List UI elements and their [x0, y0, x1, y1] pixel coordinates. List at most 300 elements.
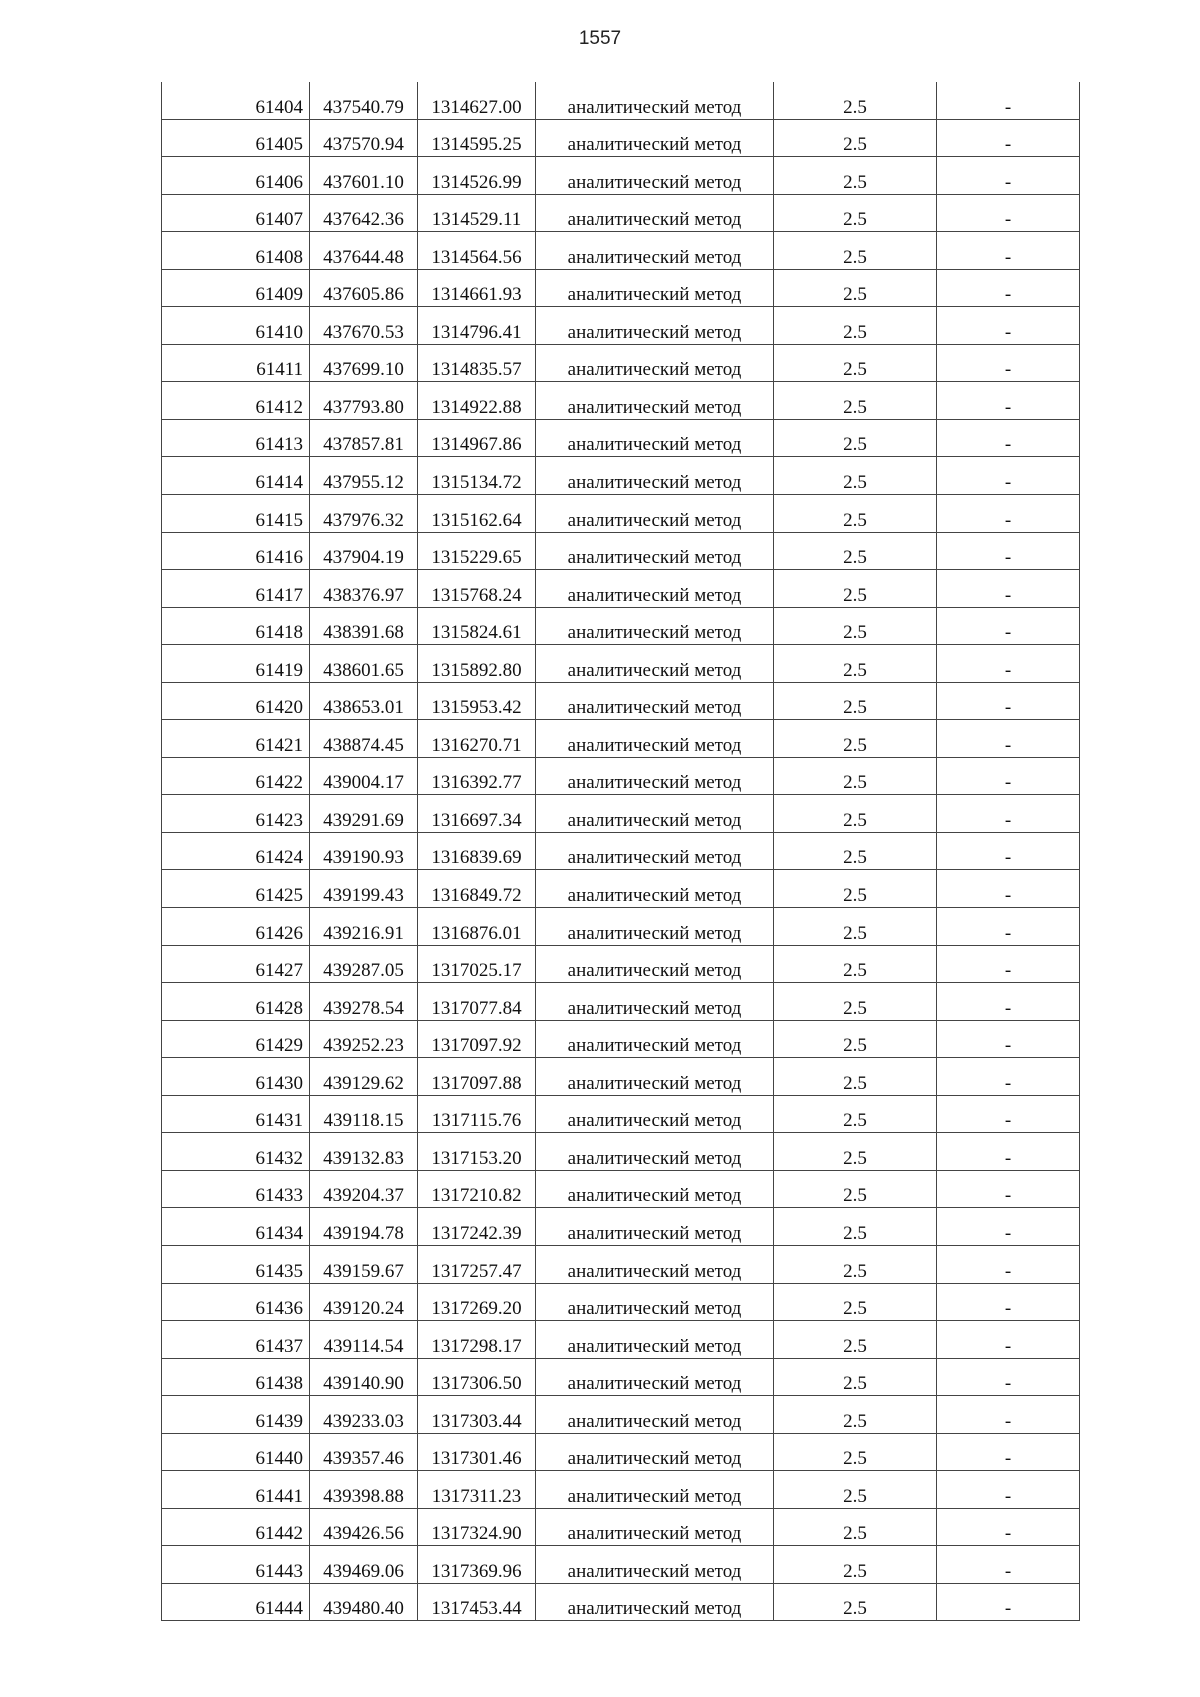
- y-coordinate-cell: [418, 607, 536, 645]
- note-cell-text: -: [1004, 1185, 1012, 1207]
- accuracy-cell: [774, 832, 937, 870]
- point-number-cell-text: 61410: [255, 321, 303, 343]
- x-coordinate-cell: [310, 795, 418, 833]
- accuracy-cell: [774, 232, 937, 270]
- table-row: [162, 1283, 1080, 1321]
- note-cell-text: -: [1004, 359, 1012, 381]
- accuracy-cell-text: 2.5: [843, 1560, 867, 1582]
- point-number-cell: [162, 1396, 310, 1434]
- y-coordinate-cell: [418, 232, 536, 270]
- y-coordinate-cell: [418, 1433, 536, 1471]
- point-number-cell-text: 61432: [255, 1147, 303, 1169]
- accuracy-cell: [774, 607, 937, 645]
- method-cell-text: аналитический метод: [567, 1410, 742, 1432]
- method-cell-text: аналитический метод: [567, 321, 742, 343]
- note-cell: [937, 607, 1080, 645]
- x-coordinate-cell-text: 439129.62: [323, 1072, 404, 1094]
- accuracy-cell-text: 2.5: [843, 697, 867, 719]
- x-coordinate-cell: [310, 1020, 418, 1058]
- table-row: [162, 1583, 1080, 1621]
- point-number-cell: [162, 269, 310, 307]
- point-number-cell-text: 61433: [255, 1185, 303, 1207]
- method-cell: [536, 607, 774, 645]
- note-cell: [937, 983, 1080, 1021]
- note-cell-text: -: [1004, 434, 1012, 456]
- note-cell: [937, 570, 1080, 608]
- y-coordinate-cell: [418, 1020, 536, 1058]
- accuracy-cell-text: 2.5: [843, 885, 867, 907]
- note-cell: [937, 194, 1080, 232]
- note-cell-text: -: [1004, 1560, 1012, 1582]
- method-cell: [536, 457, 774, 495]
- y-coordinate-cell: [418, 269, 536, 307]
- accuracy-cell: [774, 645, 937, 683]
- table-row: [162, 82, 1080, 119]
- y-coordinate-cell-text: 1317453.44: [431, 1598, 522, 1620]
- accuracy-cell: [774, 1245, 937, 1283]
- method-cell: [536, 720, 774, 758]
- y-coordinate-cell-text: 1317097.88: [431, 1072, 522, 1094]
- x-coordinate-cell: [310, 607, 418, 645]
- x-coordinate-cell: [310, 570, 418, 608]
- table-row: [162, 232, 1080, 270]
- accuracy-cell: [774, 720, 937, 758]
- method-cell: [536, 1058, 774, 1096]
- table-row: [162, 645, 1080, 683]
- note-cell-text: -: [1004, 960, 1012, 982]
- point-number-cell-text: 61412: [255, 396, 303, 418]
- accuracy-cell: [774, 1546, 937, 1584]
- y-coordinate-cell-text: 1317269.20: [431, 1298, 522, 1320]
- method-cell: [536, 532, 774, 570]
- point-number-cell-text: 61415: [255, 509, 303, 531]
- method-cell: [536, 82, 774, 119]
- note-cell: [937, 157, 1080, 195]
- table-row: [162, 1508, 1080, 1546]
- point-number-cell-text: 61406: [255, 171, 303, 193]
- method-cell: [536, 269, 774, 307]
- x-coordinate-cell-text: 438653.01: [323, 697, 404, 719]
- accuracy-cell-text: 2.5: [843, 1110, 867, 1132]
- y-coordinate-cell: [418, 870, 536, 908]
- x-coordinate-cell-text: 439159.67: [323, 1260, 404, 1282]
- accuracy-cell-text: 2.5: [843, 734, 867, 756]
- accuracy-cell-text: 2.5: [843, 96, 867, 118]
- point-number-cell-text: 61435: [255, 1260, 303, 1282]
- note-cell: [937, 1020, 1080, 1058]
- method-cell-text: аналитический метод: [567, 1523, 742, 1545]
- method-cell-text: аналитический метод: [567, 96, 742, 118]
- point-number-cell-text: 61409: [255, 284, 303, 306]
- note-cell-text: -: [1004, 96, 1012, 118]
- point-number-cell-text: 61416: [255, 547, 303, 569]
- note-cell: [937, 1321, 1080, 1359]
- accuracy-cell: [774, 1508, 937, 1546]
- x-coordinate-cell: [310, 1208, 418, 1246]
- x-coordinate-cell-text: 439278.54: [323, 997, 404, 1019]
- point-number-cell: [162, 983, 310, 1021]
- table-row: [162, 682, 1080, 720]
- x-coordinate-cell: [310, 194, 418, 232]
- method-cell-text: аналитический метод: [567, 1147, 742, 1169]
- x-coordinate-cell-text: 439199.43: [323, 885, 404, 907]
- accuracy-cell-text: 2.5: [843, 847, 867, 869]
- x-coordinate-cell: [310, 645, 418, 683]
- y-coordinate-cell-text: 1315824.61: [431, 622, 522, 644]
- method-cell: [536, 1546, 774, 1584]
- x-coordinate-cell-text: 437955.12: [323, 472, 404, 494]
- x-coordinate-cell: [310, 1095, 418, 1133]
- point-number-cell: [162, 945, 310, 983]
- note-cell-text: -: [1004, 1373, 1012, 1395]
- x-coordinate-cell-text: 439480.40: [323, 1598, 404, 1620]
- method-cell: [536, 1358, 774, 1396]
- note-cell: [937, 1170, 1080, 1208]
- x-coordinate-cell-text: 439004.17: [323, 772, 404, 794]
- note-cell-text: -: [1004, 171, 1012, 193]
- accuracy-cell: [774, 1208, 937, 1246]
- method-cell-text: аналитический метод: [567, 809, 742, 831]
- point-number-cell-text: 61407: [255, 209, 303, 231]
- note-cell-text: -: [1004, 772, 1012, 794]
- y-coordinate-cell: [418, 1245, 536, 1283]
- accuracy-cell: [774, 382, 937, 420]
- x-coordinate-cell: [310, 457, 418, 495]
- point-number-cell: [162, 1133, 310, 1171]
- method-cell-text: аналитический метод: [567, 134, 742, 156]
- point-number-cell-text: 61404: [255, 96, 303, 118]
- table-row: [162, 119, 1080, 157]
- x-coordinate-cell-text: 439291.69: [323, 809, 404, 831]
- note-cell-text: -: [1004, 1598, 1012, 1620]
- y-coordinate-cell: [418, 307, 536, 345]
- note-cell: [937, 495, 1080, 533]
- method-cell: [536, 382, 774, 420]
- note-cell-text: -: [1004, 1035, 1012, 1057]
- method-cell-text: аналитический метод: [567, 1185, 742, 1207]
- note-cell-text: -: [1004, 622, 1012, 644]
- y-coordinate-cell-text: 1314661.93: [431, 284, 522, 306]
- method-cell-text: аналитический метод: [567, 960, 742, 982]
- table-row: [162, 1095, 1080, 1133]
- x-coordinate-cell-text: 438376.97: [323, 584, 404, 606]
- x-coordinate-cell-text: 437699.10: [323, 359, 404, 381]
- x-coordinate-cell: [310, 1433, 418, 1471]
- x-coordinate-cell-text: 437976.32: [323, 509, 404, 531]
- method-cell-text: аналитический метод: [567, 1035, 742, 1057]
- note-cell: [937, 1471, 1080, 1509]
- point-number-cell-text: 61408: [255, 246, 303, 268]
- point-number-cell-text: 61428: [255, 997, 303, 1019]
- x-coordinate-cell-text: 437540.79: [323, 96, 404, 118]
- point-number-cell: [162, 1508, 310, 1546]
- accuracy-cell-text: 2.5: [843, 209, 867, 231]
- accuracy-cell: [774, 1058, 937, 1096]
- note-cell: [937, 119, 1080, 157]
- x-coordinate-cell: [310, 419, 418, 457]
- method-cell-text: аналитический метод: [567, 209, 742, 231]
- accuracy-cell-text: 2.5: [843, 134, 867, 156]
- accuracy-cell: [774, 1020, 937, 1058]
- y-coordinate-cell-text: 1314967.86: [431, 434, 522, 456]
- y-coordinate-cell-text: 1316392.77: [431, 772, 522, 794]
- point-number-cell: [162, 307, 310, 345]
- y-coordinate-cell: [418, 645, 536, 683]
- table-row: [162, 1471, 1080, 1509]
- method-cell-text: аналитический метод: [567, 547, 742, 569]
- method-cell-text: аналитический метод: [567, 1110, 742, 1132]
- point-number-cell-text: 61434: [255, 1222, 303, 1244]
- table-row: [162, 832, 1080, 870]
- x-coordinate-cell-text: 437793.80: [323, 396, 404, 418]
- y-coordinate-cell: [418, 983, 536, 1021]
- point-number-cell-text: 61431: [255, 1110, 303, 1132]
- y-coordinate-cell-text: 1314595.25: [431, 134, 522, 156]
- table-row: [162, 1208, 1080, 1246]
- table-row: [162, 1245, 1080, 1283]
- note-cell: [937, 1095, 1080, 1133]
- accuracy-cell: [774, 908, 937, 946]
- point-number-cell-text: 61427: [255, 960, 303, 982]
- note-cell-text: -: [1004, 697, 1012, 719]
- note-cell-text: -: [1004, 547, 1012, 569]
- point-number-cell-text: 61417: [255, 584, 303, 606]
- accuracy-cell: [774, 495, 937, 533]
- method-cell-text: аналитический метод: [567, 1560, 742, 1582]
- table-row: [162, 495, 1080, 533]
- accuracy-cell: [774, 82, 937, 119]
- y-coordinate-cell: [418, 82, 536, 119]
- point-number-cell-text: 61429: [255, 1035, 303, 1057]
- point-number-cell: [162, 1471, 310, 1509]
- x-coordinate-cell: [310, 1283, 418, 1321]
- x-coordinate-cell: [310, 1321, 418, 1359]
- method-cell-text: аналитический метод: [567, 997, 742, 1019]
- note-cell: [937, 1208, 1080, 1246]
- x-coordinate-cell-text: 439398.88: [323, 1485, 404, 1507]
- method-cell-text: аналитический метод: [567, 1222, 742, 1244]
- table-row: [162, 570, 1080, 608]
- point-number-cell-text: 61443: [255, 1560, 303, 1582]
- y-coordinate-cell-text: 1314627.00: [431, 96, 522, 118]
- note-cell-text: -: [1004, 1110, 1012, 1132]
- accuracy-cell-text: 2.5: [843, 960, 867, 982]
- note-cell-text: -: [1004, 1335, 1012, 1357]
- note-cell: [937, 1283, 1080, 1321]
- x-coordinate-cell: [310, 908, 418, 946]
- accuracy-cell-text: 2.5: [843, 584, 867, 606]
- note-cell: [937, 82, 1080, 119]
- x-coordinate-cell: [310, 1358, 418, 1396]
- x-coordinate-cell: [310, 157, 418, 195]
- point-number-cell-text: 61423: [255, 809, 303, 831]
- x-coordinate-cell: [310, 82, 418, 119]
- note-cell: [937, 1433, 1080, 1471]
- table-row: [162, 983, 1080, 1021]
- table-row: [162, 1133, 1080, 1171]
- y-coordinate-cell: [418, 157, 536, 195]
- accuracy-cell-text: 2.5: [843, 396, 867, 418]
- point-number-cell: [162, 682, 310, 720]
- y-coordinate-cell-text: 1315134.72: [431, 472, 522, 494]
- y-coordinate-cell-text: 1314835.57: [431, 359, 522, 381]
- method-cell: [536, 1321, 774, 1359]
- y-coordinate-cell-text: 1315892.80: [431, 659, 522, 681]
- table-row: [162, 532, 1080, 570]
- note-cell: [937, 1358, 1080, 1396]
- x-coordinate-cell: [310, 1583, 418, 1621]
- accuracy-cell-text: 2.5: [843, 809, 867, 831]
- table-row: [162, 382, 1080, 420]
- table-row: [162, 1020, 1080, 1058]
- y-coordinate-cell-text: 1317257.47: [431, 1260, 522, 1282]
- point-number-cell-text: 61414: [255, 472, 303, 494]
- accuracy-cell: [774, 1095, 937, 1133]
- note-cell: [937, 269, 1080, 307]
- method-cell-text: аналитический метод: [567, 584, 742, 606]
- accuracy-cell-text: 2.5: [843, 321, 867, 343]
- note-cell: [937, 1058, 1080, 1096]
- accuracy-cell-text: 2.5: [843, 246, 867, 268]
- method-cell-text: аналитический метод: [567, 1598, 742, 1620]
- note-cell: [937, 307, 1080, 345]
- page-number: 1557: [578, 28, 622, 49]
- y-coordinate-cell: [418, 344, 536, 382]
- method-cell-text: аналитический метод: [567, 1335, 742, 1357]
- x-coordinate-cell: [310, 945, 418, 983]
- point-number-cell: [162, 720, 310, 758]
- method-cell: [536, 307, 774, 345]
- point-number-cell-text: 61422: [255, 772, 303, 794]
- y-coordinate-cell-text: 1317301.46: [431, 1448, 522, 1470]
- point-number-cell: [162, 1358, 310, 1396]
- point-number-cell-text: 61418: [255, 622, 303, 644]
- accuracy-cell-text: 2.5: [843, 1035, 867, 1057]
- note-cell-text: -: [1004, 321, 1012, 343]
- y-coordinate-cell-text: 1317324.90: [431, 1523, 522, 1545]
- method-cell-text: аналитический метод: [567, 1260, 742, 1282]
- method-cell: [536, 645, 774, 683]
- method-cell: [536, 344, 774, 382]
- accuracy-cell: [774, 532, 937, 570]
- y-coordinate-cell: [418, 1170, 536, 1208]
- accuracy-cell: [774, 344, 937, 382]
- x-coordinate-cell-text: 437605.86: [323, 284, 404, 306]
- note-cell: [937, 908, 1080, 946]
- x-coordinate-cell-text: 438601.65: [323, 659, 404, 681]
- y-coordinate-cell: [418, 419, 536, 457]
- accuracy-cell-text: 2.5: [843, 1410, 867, 1432]
- point-number-cell: [162, 795, 310, 833]
- note-cell: [937, 870, 1080, 908]
- x-coordinate-cell: [310, 870, 418, 908]
- y-coordinate-cell-text: 1314796.41: [431, 321, 522, 343]
- x-coordinate-cell-text: 438391.68: [323, 622, 404, 644]
- x-coordinate-cell: [310, 232, 418, 270]
- x-coordinate-cell-text: 439194.78: [323, 1222, 404, 1244]
- accuracy-cell: [774, 1283, 937, 1321]
- method-cell: [536, 870, 774, 908]
- point-number-cell: [162, 908, 310, 946]
- x-coordinate-cell: [310, 1133, 418, 1171]
- x-coordinate-cell: [310, 1396, 418, 1434]
- note-cell-text: -: [1004, 246, 1012, 268]
- method-cell-text: аналитический метод: [567, 847, 742, 869]
- accuracy-cell: [774, 307, 937, 345]
- y-coordinate-cell: [418, 532, 536, 570]
- method-cell: [536, 682, 774, 720]
- method-cell: [536, 232, 774, 270]
- note-cell-text: -: [1004, 885, 1012, 907]
- point-number-cell-text: 61437: [255, 1335, 303, 1357]
- accuracy-cell-text: 2.5: [843, 1222, 867, 1244]
- accuracy-cell: [774, 119, 937, 157]
- x-coordinate-cell-text: 439357.46: [323, 1448, 404, 1470]
- note-cell: [937, 232, 1080, 270]
- method-cell-text: аналитический метод: [567, 734, 742, 756]
- note-cell-text: -: [1004, 396, 1012, 418]
- x-coordinate-cell: [310, 1508, 418, 1546]
- x-coordinate-cell-text: 437601.10: [323, 171, 404, 193]
- accuracy-cell: [774, 269, 937, 307]
- y-coordinate-cell-text: 1316839.69: [431, 847, 522, 869]
- table-row: [162, 607, 1080, 645]
- note-cell: [937, 1508, 1080, 1546]
- table-row: [162, 720, 1080, 758]
- x-coordinate-cell: [310, 720, 418, 758]
- accuracy-cell: [774, 419, 937, 457]
- method-cell: [536, 983, 774, 1021]
- accuracy-cell: [774, 757, 937, 795]
- y-coordinate-cell: [418, 832, 536, 870]
- y-coordinate-cell: [418, 194, 536, 232]
- y-coordinate-cell: [418, 1283, 536, 1321]
- x-coordinate-cell: [310, 682, 418, 720]
- y-coordinate-cell-text: 1316697.34: [431, 809, 522, 831]
- x-coordinate-cell: [310, 1245, 418, 1283]
- y-coordinate-cell: [418, 382, 536, 420]
- accuracy-cell-text: 2.5: [843, 1523, 867, 1545]
- method-cell: [536, 757, 774, 795]
- y-coordinate-cell-text: 1314922.88: [431, 396, 522, 418]
- x-coordinate-cell-text: 437670.53: [323, 321, 404, 343]
- point-number-cell-text: 61426: [255, 922, 303, 944]
- table-row: [162, 307, 1080, 345]
- method-cell: [536, 795, 774, 833]
- point-number-cell: [162, 645, 310, 683]
- x-coordinate-cell: [310, 983, 418, 1021]
- accuracy-cell: [774, 983, 937, 1021]
- note-cell-text: -: [1004, 1410, 1012, 1432]
- note-cell-text: -: [1004, 734, 1012, 756]
- y-coordinate-cell: [418, 1546, 536, 1584]
- y-coordinate-cell: [418, 1471, 536, 1509]
- x-coordinate-cell-text: 439426.56: [323, 1523, 404, 1545]
- note-cell-text: -: [1004, 509, 1012, 531]
- table-row: [162, 344, 1080, 382]
- method-cell-text: аналитический метод: [567, 622, 742, 644]
- table-row: [162, 1058, 1080, 1096]
- note-cell: [937, 720, 1080, 758]
- method-cell: [536, 157, 774, 195]
- note-cell-text: -: [1004, 847, 1012, 869]
- y-coordinate-cell-text: 1317306.50: [431, 1373, 522, 1395]
- table-row: [162, 795, 1080, 833]
- y-coordinate-cell-text: 1316270.71: [431, 734, 522, 756]
- x-coordinate-cell-text: 437857.81: [323, 434, 404, 456]
- accuracy-cell-text: 2.5: [843, 171, 867, 193]
- note-cell-text: -: [1004, 209, 1012, 231]
